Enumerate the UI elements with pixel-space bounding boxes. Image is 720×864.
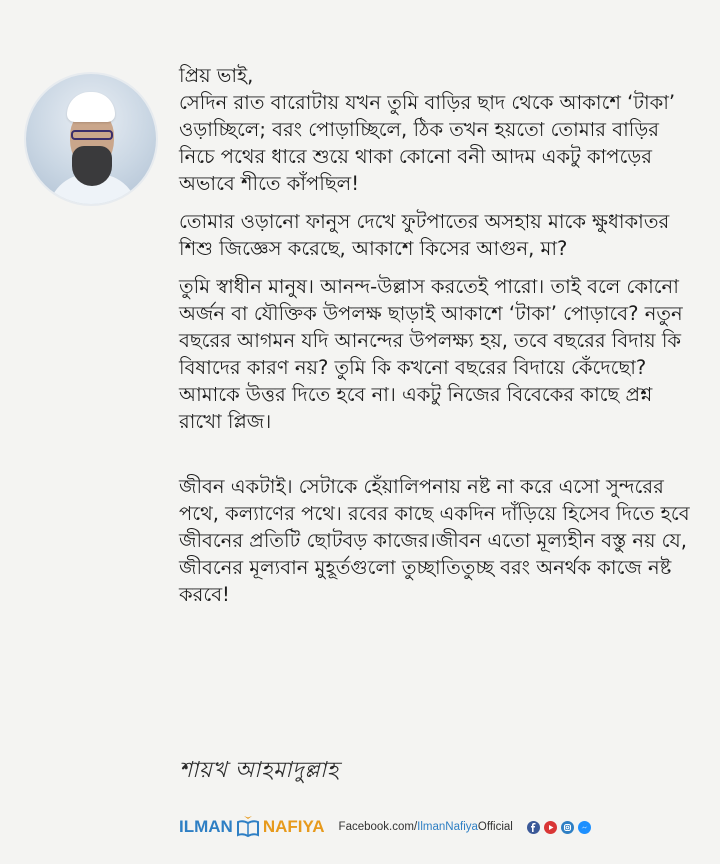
- paragraph-3: তুমি স্বাধীন মানুষ। আনন্দ-উল্লাস করতেই পারো। তাই বলে কোনো অর্জন বা যৌক্তিক উপলক্ষ ছাড়াই আকাশে ‘টাকা’ পোড়াবে? নতুন বছরের আগমন যদি আনন্দের উপলক্ষ্য হয়, তবে বছরের বিদায় কি বিষাদের কারণ নয়? তুমি কি কখনো বছরের বিদায়ে কেঁদেছো? আমাকে উত্তর দিতে হবে না। একটু নিজের বিবেকের কাছে প্রশ্ন রাখো প্লিজ।: [179, 275, 683, 433]
- avatar-glasses: [71, 130, 113, 140]
- messenger-icon[interactable]: [578, 821, 591, 834]
- facebook-icon[interactable]: [527, 821, 540, 834]
- paragraph-2: তোমার ওড়ানো ফানুস দেখে ফুটপাতের অসহায় মাকে ক্ষুধাকাতর শিশু জিজ্ঞেস করেছে, আকাশে কিসের আগুন, মা?: [179, 210, 670, 260]
- youtube-icon[interactable]: [544, 821, 557, 834]
- salutation: প্রিয় ভাই,: [179, 64, 254, 87]
- paragraph-4: জীবন একটাই। সেটাকে হেঁয়ালিপনায় নষ্ট না করে এসো সুন্দরের পথে, কল্যাণের পথে। রবের কাছে একদিন দাঁড়িয়ে হিসেব দিতে হবে জীবনের প্রতিটি ছোটবড় কাজের।জীবন এতো মূল্যহীন বস্তু নয় যে, জীবনের মূল্যবান মুহূর্তগুলো তুচ্ছাতিতুচ্ছ বরং অনর্থক কাজে নষ্ট করবে!: [179, 475, 690, 606]
- fb-prefix: Facebook.com/: [338, 821, 418, 833]
- author-signature: শায়খ আহমাদুল্লাহ: [179, 758, 339, 783]
- brand-right-text: NAFIYA: [262, 817, 325, 836]
- paragraph-1: সেদিন রাত বারোটায় যখন তুমি বাড়ির ছাদ থেকে আকাশে ‘টাকা’ ওড়াচ্ছিলে; বরং পোড়াচ্ছিলে, ঠিক তখন হয়তো তোমার বাড়ির নিচে পথের ধারে শুয়ে থাকা কোনো বনী আদম একটু কাপড়ের অভাবে শীতে কাঁপছিল!: [179, 91, 676, 195]
- book-icon: [236, 816, 260, 838]
- avatar-beard: [72, 146, 112, 186]
- brand-logo[interactable]: [179, 816, 325, 838]
- footer: [179, 812, 591, 842]
- social-icons: [527, 821, 591, 834]
- instagram-icon[interactable]: [561, 821, 574, 834]
- fb-suffix: Official: [477, 821, 513, 833]
- letter-body: [179, 62, 699, 608]
- avatar-cap: [67, 92, 115, 122]
- fb-handle: IlmanNafiya: [417, 821, 478, 833]
- brand-left-text: ILMAN: [179, 817, 233, 836]
- author-photo: [26, 74, 156, 204]
- facebook-link[interactable]: [339, 821, 513, 833]
